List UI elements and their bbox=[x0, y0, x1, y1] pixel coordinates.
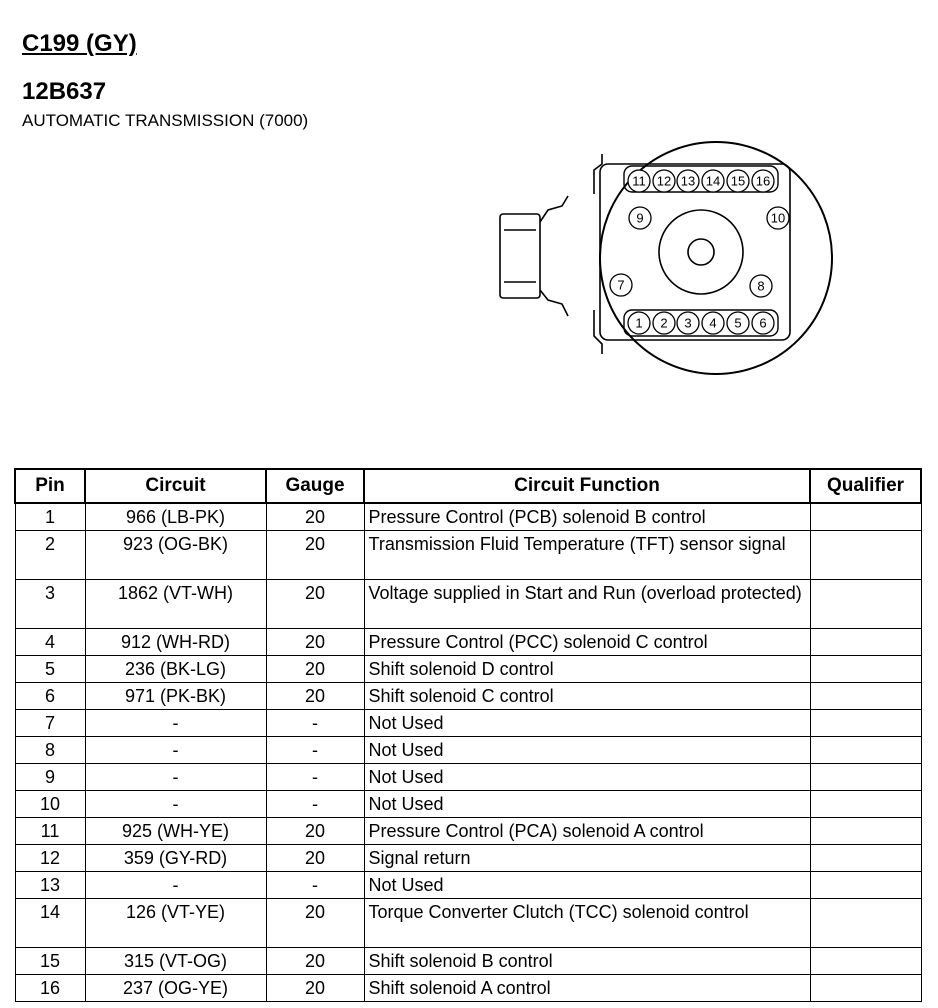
circuit-cell: 1862 (VT-WH) bbox=[85, 580, 266, 629]
table-row bbox=[15, 503, 921, 531]
connector-pin bbox=[677, 312, 699, 334]
connector-pin bbox=[752, 312, 774, 334]
circuit-cell: 315 (VT-OG) bbox=[85, 948, 266, 975]
circuit-cell: 237 (OG-YE) bbox=[85, 975, 266, 1002]
pin-number: 14 bbox=[705, 173, 721, 189]
connector-pin bbox=[767, 207, 789, 229]
qualifier-cell bbox=[810, 818, 921, 845]
pin-number: 1 bbox=[635, 315, 643, 331]
circuit-cell: 126 (VT-YE) bbox=[85, 899, 266, 948]
gauge-cell: - bbox=[266, 872, 364, 899]
function-cell: Shift solenoid B control bbox=[364, 948, 810, 975]
pin-number: 9 bbox=[636, 210, 644, 226]
qualifier-cell bbox=[810, 737, 921, 764]
pin-cell: 9 bbox=[15, 764, 85, 791]
connector-pin bbox=[610, 274, 632, 296]
gauge-cell: - bbox=[266, 737, 364, 764]
table-row bbox=[15, 845, 921, 872]
gauge-cell: 20 bbox=[266, 975, 364, 1002]
qualifier-cell bbox=[810, 899, 921, 948]
function-cell: Not Used bbox=[364, 764, 810, 791]
gauge-cell: - bbox=[266, 764, 364, 791]
function-cell: Shift solenoid A control bbox=[364, 975, 810, 1002]
function-cell: Shift solenoid D control bbox=[364, 656, 810, 683]
connector-id: C199 (GY) bbox=[22, 30, 137, 57]
pin-number: 7 bbox=[617, 277, 625, 293]
function-cell: Not Used bbox=[364, 791, 810, 818]
qualifier-cell bbox=[810, 872, 921, 899]
pinout-table bbox=[14, 468, 922, 1002]
gauge-cell: 20 bbox=[266, 531, 364, 580]
connector-pin bbox=[702, 312, 724, 334]
qualifier-cell bbox=[810, 764, 921, 791]
table-row bbox=[15, 791, 921, 818]
gauge-cell: 20 bbox=[266, 948, 364, 975]
pin-cell: 7 bbox=[15, 710, 85, 737]
header-qualifier: Qualifier bbox=[810, 469, 921, 503]
gauge-cell: 20 bbox=[266, 845, 364, 872]
function-cell: Pressure Control (PCA) solenoid A control bbox=[364, 818, 810, 845]
qualifier-cell bbox=[810, 629, 921, 656]
connector-pin bbox=[653, 312, 675, 334]
pin-cell: 10 bbox=[15, 791, 85, 818]
gauge-cell: 20 bbox=[266, 683, 364, 710]
connector-face-diagram bbox=[490, 140, 850, 400]
qualifier-cell bbox=[810, 710, 921, 737]
qualifier-cell bbox=[810, 975, 921, 1002]
qualifier-cell bbox=[810, 656, 921, 683]
connector-pin bbox=[702, 170, 724, 192]
gauge-cell: 20 bbox=[266, 899, 364, 948]
qualifier-cell bbox=[810, 791, 921, 818]
connector-latch bbox=[500, 154, 602, 354]
connector-pin bbox=[629, 207, 651, 229]
pin-cell: 15 bbox=[15, 948, 85, 975]
pin-cell: 13 bbox=[15, 872, 85, 899]
pin-number: 3 bbox=[684, 315, 692, 331]
table-row bbox=[15, 975, 921, 1002]
table-row bbox=[15, 629, 921, 656]
gauge-cell: - bbox=[266, 710, 364, 737]
pin-cell: 5 bbox=[15, 656, 85, 683]
table-row bbox=[15, 872, 921, 899]
connector-pin bbox=[653, 170, 675, 192]
gauge-cell: 20 bbox=[266, 503, 364, 531]
pin-cell: 12 bbox=[15, 845, 85, 872]
circuit-cell: 359 (GY-RD) bbox=[85, 845, 266, 872]
circuit-cell: 925 (WH-YE) bbox=[85, 818, 266, 845]
table-row bbox=[15, 818, 921, 845]
circuit-cell: 912 (WH-RD) bbox=[85, 629, 266, 656]
circuit-cell: 923 (OG-BK) bbox=[85, 531, 266, 580]
table-row bbox=[15, 764, 921, 791]
connector-pin bbox=[752, 170, 774, 192]
pin-number: 6 bbox=[759, 315, 767, 331]
connector-pin bbox=[750, 275, 772, 297]
qualifier-cell bbox=[810, 845, 921, 872]
table-row bbox=[15, 656, 921, 683]
connector-pin bbox=[727, 312, 749, 334]
header-pin: Pin bbox=[15, 469, 85, 503]
connector-pin bbox=[628, 312, 650, 334]
pin-cell: 8 bbox=[15, 737, 85, 764]
circuit-cell: - bbox=[85, 764, 266, 791]
connector-pin bbox=[628, 170, 650, 192]
function-cell: Signal return bbox=[364, 845, 810, 872]
circuit-cell: - bbox=[85, 872, 266, 899]
pin-cell: 4 bbox=[15, 629, 85, 656]
header-circuit: Circuit bbox=[85, 469, 266, 503]
header-gauge: Gauge bbox=[266, 469, 364, 503]
function-cell: Torque Converter Clutch (TCC) solenoid control bbox=[364, 899, 810, 948]
table-row bbox=[15, 948, 921, 975]
table-row bbox=[15, 710, 921, 737]
function-cell: Transmission Fluid Temperature (TFT) sensor signal bbox=[364, 531, 810, 580]
pin-cell: 2 bbox=[15, 531, 85, 580]
table-row bbox=[15, 899, 921, 948]
qualifier-cell bbox=[810, 503, 921, 531]
connector-description: AUTOMATIC TRANSMISSION (7000) bbox=[22, 111, 309, 130]
circuit-cell: 966 (LB-PK) bbox=[85, 503, 266, 531]
function-cell: Pressure Control (PCB) solenoid B control bbox=[364, 503, 810, 531]
function-cell: Shift solenoid C control bbox=[364, 683, 810, 710]
table-row bbox=[15, 737, 921, 764]
pin-number: 12 bbox=[656, 173, 672, 189]
circuit-cell: - bbox=[85, 737, 266, 764]
gauge-cell: 20 bbox=[266, 580, 364, 629]
function-cell: Not Used bbox=[364, 737, 810, 764]
qualifier-cell bbox=[810, 948, 921, 975]
pin-cell: 11 bbox=[15, 818, 85, 845]
pin-number: 15 bbox=[730, 173, 746, 189]
function-cell: Not Used bbox=[364, 710, 810, 737]
gauge-cell: 20 bbox=[266, 656, 364, 683]
gauge-cell: 20 bbox=[266, 629, 364, 656]
pin-cell: 1 bbox=[15, 503, 85, 531]
connector-pin bbox=[677, 170, 699, 192]
circuit-cell: 971 (PK-BK) bbox=[85, 683, 266, 710]
pin-number: 13 bbox=[680, 173, 696, 189]
function-cell: Not Used bbox=[364, 872, 810, 899]
table-header-row bbox=[15, 469, 921, 503]
pin-cell: 16 bbox=[15, 975, 85, 1002]
pin-number: 10 bbox=[770, 210, 786, 226]
table-row bbox=[15, 580, 921, 629]
pin-number: 2 bbox=[660, 315, 668, 331]
table-row bbox=[15, 683, 921, 710]
pin-cell: 14 bbox=[15, 899, 85, 948]
qualifier-cell bbox=[810, 683, 921, 710]
circuit-cell: 236 (BK-LG) bbox=[85, 656, 266, 683]
gauge-cell: 20 bbox=[266, 818, 364, 845]
pin-number: 11 bbox=[632, 173, 646, 189]
connector-pin bbox=[727, 170, 749, 192]
pin-cell: 6 bbox=[15, 683, 85, 710]
header-circuit-function: Circuit Function bbox=[364, 469, 810, 503]
function-cell: Voltage supplied in Start and Run (overload protected) bbox=[364, 580, 810, 629]
circuit-cell: - bbox=[85, 710, 266, 737]
qualifier-cell bbox=[810, 580, 921, 629]
pin-number: 8 bbox=[757, 278, 765, 294]
pin-cell: 3 bbox=[15, 580, 85, 629]
circuit-cell: - bbox=[85, 791, 266, 818]
table-row bbox=[15, 531, 921, 580]
pin-number: 16 bbox=[755, 173, 771, 189]
pin-number: 4 bbox=[709, 315, 717, 331]
part-number: 12B637 bbox=[22, 78, 107, 105]
gauge-cell: - bbox=[266, 791, 364, 818]
function-cell: Pressure Control (PCC) solenoid C control bbox=[364, 629, 810, 656]
pin-number: 5 bbox=[734, 315, 742, 331]
qualifier-cell bbox=[810, 531, 921, 580]
